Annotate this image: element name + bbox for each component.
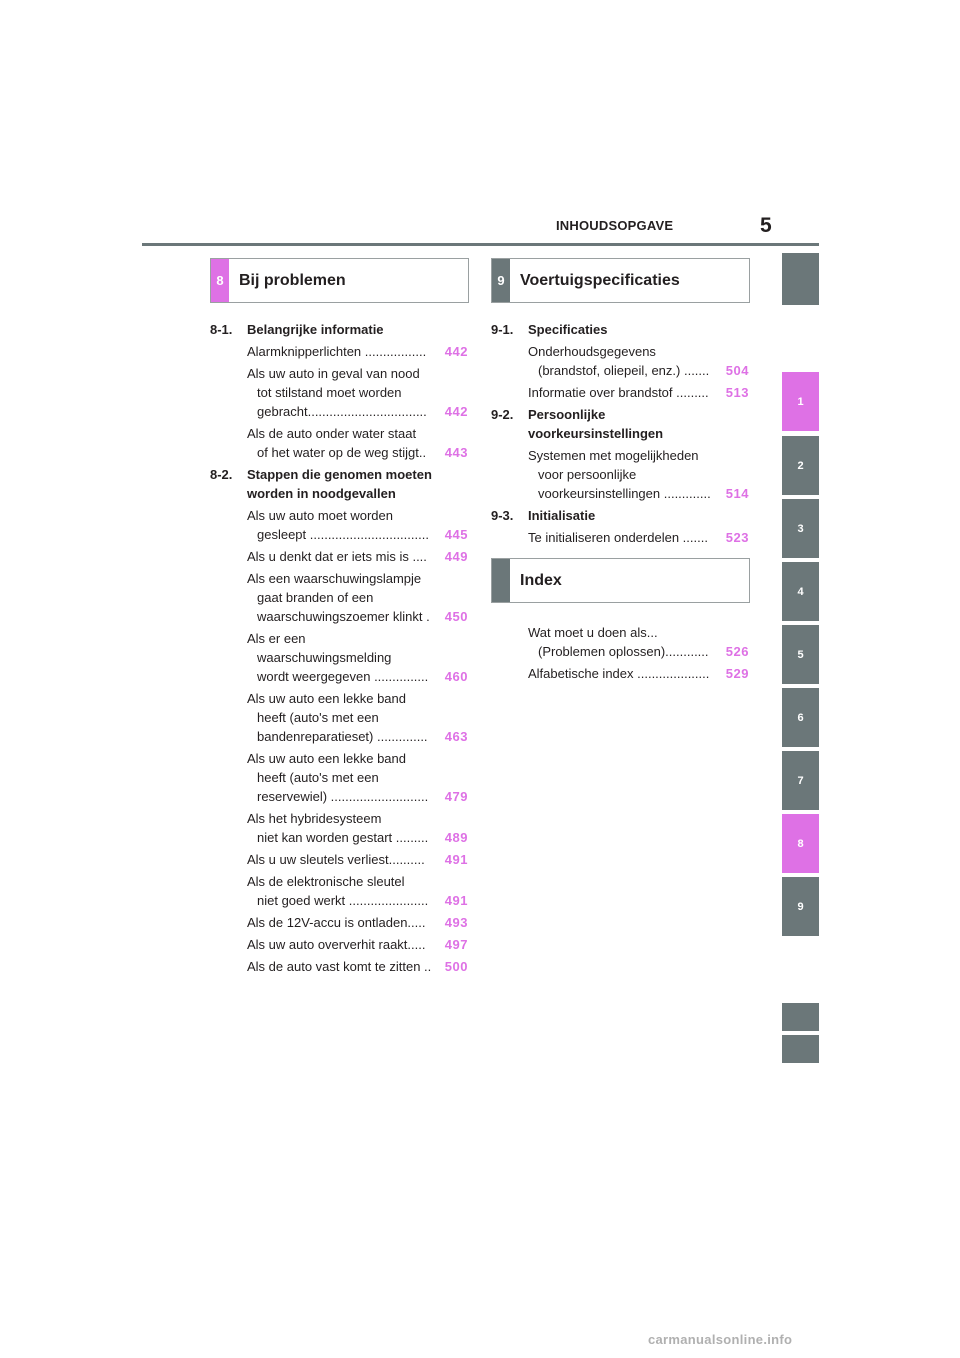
toc-item[interactable] (528, 446, 749, 503)
toc-item-text (247, 957, 443, 976)
toc-entry-title-line: Persoonlijke (528, 407, 606, 422)
toc-item-text (528, 664, 724, 683)
toc-entry-number: 9-3. (491, 508, 514, 523)
toc-entry-heading[interactable] (491, 506, 749, 525)
toc-item-text (247, 506, 443, 544)
chapter-tab[interactable] (782, 1035, 819, 1063)
toc-item-line: waarschuwingszoemer klinkt . (257, 609, 430, 624)
chapter-tab[interactable]: 4 (782, 562, 819, 621)
page-link[interactable]: 493 (444, 915, 468, 930)
toc-entry-title-line: Stappen die genomen moeten (247, 467, 432, 482)
toc-item-line: gebracht................................. (257, 404, 427, 419)
section-title: Bij problemen (239, 271, 346, 289)
chapter-tab[interactable] (782, 253, 819, 305)
page-link[interactable]: 442 (444, 344, 468, 359)
toc-entry-number: 8-2. (210, 467, 233, 482)
footer-watermark: carmanualsonline.info (648, 1332, 793, 1347)
toc-item[interactable] (247, 569, 468, 626)
toc-item-line: niet kan worden gestart ......... (257, 830, 429, 845)
toc-item-line: gesleept ................................. (257, 527, 429, 542)
toc-item[interactable] (528, 623, 749, 661)
toc-item[interactable] (247, 629, 468, 686)
toc-item[interactable] (528, 342, 749, 380)
toc-item-line: Als uw auto een lekke band (247, 691, 406, 706)
toc-item-text (247, 424, 443, 462)
page-link[interactable]: 463 (444, 729, 468, 744)
header-title: INHOUDSOPGAVE (556, 218, 674, 233)
chapter-tab[interactable]: 9 (782, 877, 819, 936)
page-link[interactable]: 449 (444, 549, 468, 564)
chapter-tab[interactable]: 8 (782, 814, 819, 873)
toc-item-text (247, 809, 443, 847)
toc-item[interactable] (528, 528, 749, 547)
toc-item-line: Als uw auto oververhit raakt..... (247, 937, 426, 952)
page-link[interactable]: 443 (444, 445, 468, 460)
page-link[interactable]: 442 (444, 404, 468, 419)
section-header-problems (210, 258, 469, 303)
toc-item-line: (Problemen oplossen)............ (538, 644, 709, 659)
toc-item-list (491, 342, 749, 402)
toc-item[interactable] (247, 749, 468, 806)
toc-item-line: Alfabetische index .................... (528, 666, 710, 681)
toc-item-line: Te initialiseren onderdelen ....... (528, 530, 708, 545)
toc-item-line: voorkeursinstellingen ............. (538, 486, 711, 501)
toc-item[interactable] (247, 547, 468, 566)
toc-entry-number: 9-2. (491, 407, 514, 422)
toc-item-line: Systemen met mogelijkheden (528, 448, 699, 463)
chapter-tab[interactable]: 7 (782, 751, 819, 810)
toc-item-text (528, 383, 724, 402)
toc-item-text (247, 569, 443, 626)
chapter-tab[interactable]: 3 (782, 499, 819, 558)
toc-item[interactable] (247, 913, 468, 932)
toc-entry (491, 405, 749, 503)
section-title: Voertuigspecificaties (520, 271, 680, 289)
toc-entry-title (528, 405, 663, 443)
section-tab-number: 8 (211, 259, 229, 302)
toc-left-column (210, 320, 468, 979)
toc-item-text (247, 364, 443, 421)
toc-item-line: gaat branden of een (257, 590, 374, 605)
section-header-specifications (491, 258, 750, 303)
toc-item-line: Als de 12V-accu is ontladen..... (247, 915, 426, 930)
toc-item-line: bandenreparatieset) .............. (257, 729, 428, 744)
toc-entry (491, 506, 749, 547)
page-link[interactable]: 526 (725, 644, 749, 659)
toc-item-line: voor persoonlijke (538, 467, 637, 482)
toc-item-line: reservewiel) ........................... (257, 789, 429, 804)
toc-item-text (247, 547, 443, 566)
toc-item[interactable] (247, 364, 468, 421)
toc-item[interactable] (247, 850, 468, 869)
toc-item-line: Als een waarschuwingslampje (247, 571, 422, 586)
page-link[interactable]: 491 (444, 893, 468, 908)
header-rule (142, 243, 819, 246)
toc-item-list (210, 506, 468, 976)
toc-item[interactable] (247, 957, 468, 976)
page-link[interactable]: 523 (725, 530, 749, 545)
chapter-tab[interactable]: 6 (782, 688, 819, 747)
toc-entry-title (247, 320, 384, 339)
toc-entry-title-line: voorkeursinstellingen (528, 426, 664, 441)
page-link[interactable]: 513 (725, 385, 749, 400)
toc-item[interactable] (247, 872, 468, 910)
toc-item-line: Als de elektronische sleutel (247, 874, 405, 889)
page-link[interactable]: 491 (444, 852, 468, 867)
toc-item-list (491, 528, 749, 547)
toc-item[interactable] (528, 664, 749, 683)
toc-item-text (528, 342, 724, 380)
toc-right-column (491, 320, 749, 550)
toc-item[interactable] (247, 342, 468, 361)
toc-item-line: Als uw auto een lekke band (247, 751, 406, 766)
toc-entry-title (247, 465, 432, 503)
toc-entry (491, 320, 749, 402)
toc-item-text (247, 342, 443, 361)
toc-item-line: niet goed werkt ...................... (257, 893, 429, 908)
toc-item-line: Als uw auto in geval van nood (247, 366, 420, 381)
toc-item-line: Wat moet u doen als... (528, 625, 658, 640)
toc-entry-title-line: Initialisatie (528, 508, 596, 523)
page-number: 5 (760, 214, 772, 237)
toc-item-line: of het water op de weg stijgt.. (257, 445, 427, 460)
toc-item-line: (brandstof, oliepeil, enz.) ....... (538, 363, 710, 378)
toc-entry-title (528, 506, 595, 525)
toc-item[interactable] (247, 424, 468, 462)
toc-item-list (210, 342, 468, 462)
page-link[interactable]: 450 (444, 609, 468, 624)
page-link[interactable]: 489 (444, 830, 468, 845)
toc-item-text (247, 872, 443, 910)
page-link[interactable]: 514 (725, 486, 749, 501)
page-link[interactable]: 445 (444, 527, 468, 542)
toc-item-line: Als uw auto moet worden (247, 508, 393, 523)
page-link[interactable]: 504 (725, 363, 749, 378)
section-tab-number: 9 (492, 259, 510, 302)
chapter-tab[interactable]: 5 (782, 625, 819, 684)
toc-item-line: Als de auto onder water staat (247, 426, 417, 441)
toc-item-list (491, 623, 749, 683)
toc-item-text (247, 749, 443, 806)
toc-item[interactable] (247, 506, 468, 544)
toc-item-line: Als er een (247, 631, 306, 646)
chapter-tab[interactable]: 2 (782, 436, 819, 495)
toc-entry-title-line: Belangrijke informatie (247, 322, 384, 337)
page-link[interactable]: 500 (444, 959, 468, 974)
toc-item-text (247, 935, 443, 954)
toc-item[interactable] (247, 935, 468, 954)
toc-item-line: heeft (auto's met een (257, 710, 379, 725)
toc-item-line: Onderhoudsgegevens (528, 344, 656, 359)
toc-entry-number: 9-1. (491, 322, 514, 337)
page-link[interactable]: 479 (444, 789, 468, 804)
toc-index-column (491, 620, 749, 686)
section-tab (492, 559, 510, 602)
toc-entry-title-line: worden in noodgevallen (247, 486, 396, 501)
toc-entry-heading[interactable] (491, 320, 749, 339)
toc-entry (210, 320, 468, 462)
toc-entry-heading[interactable] (491, 405, 749, 443)
toc-item-text (247, 850, 443, 869)
toc-item-text (247, 629, 443, 686)
toc-item-line: tot stilstand moet worden (257, 385, 402, 400)
toc-entry-number: 8-1. (210, 322, 233, 337)
toc-entry (210, 465, 468, 976)
toc-item-line: waarschuwingsmelding (257, 650, 392, 665)
toc-item-text (528, 623, 724, 661)
chapter-tab[interactable] (782, 1003, 819, 1031)
toc-entry-title (528, 320, 608, 339)
toc-item[interactable] (528, 383, 749, 402)
toc-item-line: Alarmknipperlichten ................. (247, 344, 427, 359)
toc-item-line: Informatie over brandstof ......... (528, 385, 709, 400)
toc-item-line: Als de auto vast komt te zitten .. (247, 959, 432, 974)
section-header-index (491, 558, 750, 603)
toc-item-line: heeft (auto's met een (257, 770, 379, 785)
page-link[interactable]: 460 (444, 669, 468, 684)
toc-item-line: Als u uw sleutels verliest.......... (247, 852, 425, 867)
page-link[interactable]: 529 (725, 666, 749, 681)
toc-item-line: wordt weergegeven ............... (257, 669, 429, 684)
page-link[interactable]: 497 (444, 937, 468, 952)
toc-item-text (247, 913, 443, 932)
toc-item-text (528, 446, 724, 503)
toc-item-line: Als het hybridesysteem (247, 811, 382, 826)
toc-item-text (247, 689, 443, 746)
toc-entry-heading[interactable] (210, 320, 468, 339)
toc-item-text (528, 528, 724, 547)
chapter-tab[interactable]: 1 (782, 372, 819, 431)
toc-entry-heading[interactable] (210, 465, 468, 503)
toc-item[interactable] (247, 809, 468, 847)
section-title: Index (520, 571, 562, 589)
toc-item[interactable] (247, 689, 468, 746)
toc-entry-title-line: Specificaties (528, 322, 608, 337)
toc-item-line: Als u denkt dat er iets mis is .... (247, 549, 427, 564)
toc-item-list (491, 446, 749, 503)
